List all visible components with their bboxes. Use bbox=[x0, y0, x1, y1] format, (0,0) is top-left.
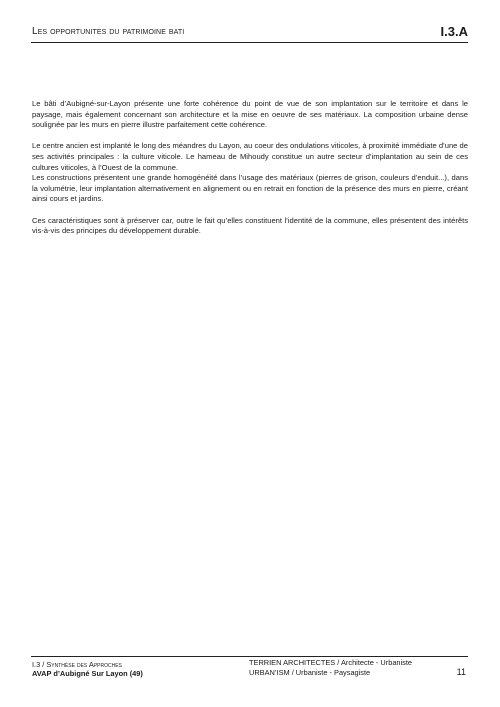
paragraph-bati-coherence: Le bâti d’Aubigné-sur-Layon présente une forte cohérence du point de vue de son implantation sur le territoire et dans le paysage, mais également concernant son architecture et la mise en oeuvre de ses matériaux. La composition urbaine dense soulignée par les murs en pierre illustre parfaitement cette cohérence. bbox=[32, 99, 468, 130]
paragraph-caracteristiques: Ces caractéristiques sont à préserver car, outre le fait qu’elles constituent l’identité de la commune, elles présentent des intérêts vis-à-vis des principes du développement durable. bbox=[32, 215, 468, 236]
paragraph-centre-ancien: Le centre ancien est implanté le long des méandres du Layon, au coeur des ondulations viticoles, à proximité immédiate d’une de ses activités principales : la culture viticole. Le hameau de Mihoudy constitue un autre secteur d’implantation au sein de ces cultures viticoles, à l’Ouest de la commune. bbox=[32, 141, 468, 172]
footer-credit-urbanist: URBAN’ISM / Urbaniste - Paysagiste bbox=[249, 667, 371, 677]
body-text bbox=[32, 99, 468, 247]
footer-credits bbox=[249, 658, 412, 677]
section-code: I.3.A bbox=[440, 24, 468, 39]
footer-credit-architect: TERRIEN ARCHITECTES / Architecte - Urbaniste bbox=[249, 658, 413, 667]
paragraph-constructions: Les constructions présentent une grande homogénéité dans l’usage des matériaux (pierres de grison, couleurs d’enduit...), dans la volumétrie, leur implantation alternativement en alignement ou en retrait en fonction de la présence des murs en pierre, créant ainsi cours et jardins. bbox=[32, 173, 468, 204]
page-number: 11 bbox=[456, 667, 466, 677]
header-divider bbox=[31, 42, 468, 43]
footer-left bbox=[32, 660, 143, 678]
footer-divider bbox=[31, 656, 468, 657]
footer-section: I.3 / Synthèse des Approches bbox=[32, 660, 122, 669]
footer-project: AVAP d’Aubigné Sur Layon (49) bbox=[32, 669, 143, 678]
page-header-title: Les opportunites du patrimoine bati bbox=[32, 26, 185, 37]
